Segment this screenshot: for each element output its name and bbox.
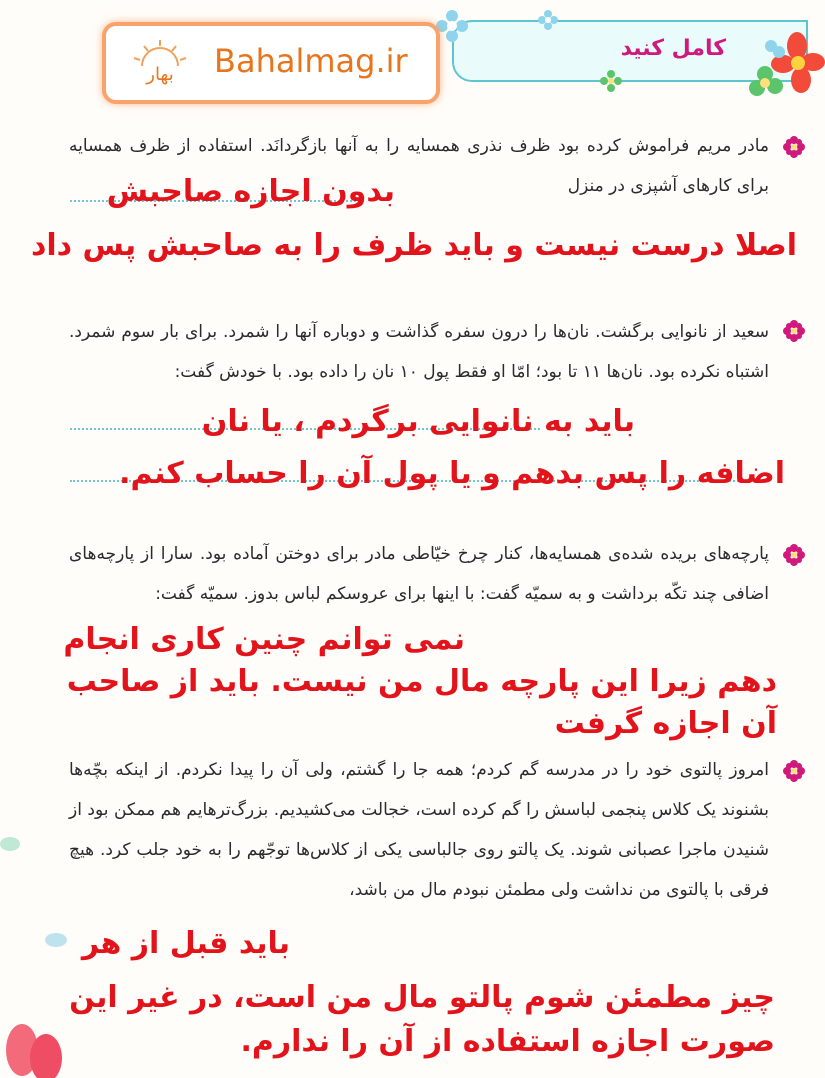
decorative-leaf-icon	[0, 832, 24, 856]
answer-4-line-2: چیز مطمئن شوم پالتو مال من است، در غیر این	[69, 980, 775, 1015]
exercise-1-text: مادر مریم فراموش کرده بود ظرف نذری همسایه را به آنها بازگردانَد. استفاده از ظرف همسایه برای کارهای آشپزی در منزل	[69, 136, 769, 196]
answer-2-line-1: باید به نانوایی برگردم ، یا نان	[201, 404, 635, 439]
answer-2-line-2: اضافه را پس بدهم و یا پول آن را حساب کنم.	[119, 456, 785, 491]
decorative-flower-icon	[600, 70, 622, 92]
decorative-flower-icon	[745, 30, 825, 100]
logo-text: Bahalmag.ir	[214, 42, 408, 80]
flower-bullet-icon	[783, 760, 805, 782]
answer-3-line-3: آن اجازه گرفت	[554, 706, 777, 741]
exercise-4-text: امروز پالتوی خود را در مدرسه گم کردم؛ همه جا را گشتم، ولی آن را پیدا نکردم. از اینکه بچّه‌ها بشنوند یک کلاس پنجمی لباسش را گم کرده است، خجالت می‌کشیدیم. بزرگ‌ترهایم هم ممکن بود از شنیدن ماجرا عصبانی شوند. یک پالتو روی جالباسی یکی از کلاس‌ها توجّهم را به خود جلب کرد. هیچ فرقی با پالتوی من نداشت ولی مطمئن نبودم مال من باشد،	[69, 760, 769, 900]
exercise-2-text: سعید از نانوایی برگشت. نان‌ها را درون سفره گذاشت و دوباره آنها را شمرد. برای بار سوم شمرد. اشتباه نکرده بود. نان‌ها ۱۱ تا بود؛ امّا او فقط پول ۱۰ نان را داده بود. با خودش گفت:	[69, 322, 769, 382]
answer-3-line-2: دهم زیرا این پارچه مال من نیست. باید از صاحب	[66, 664, 777, 699]
answer-1-line-2: اصلا درست نیست و باید ظرف را به صاحبش پس داد	[30, 228, 797, 263]
decorative-flower-icon	[0, 1000, 70, 1078]
answer-4-line-3: صورت اجازه استفاده از آن را ندارم.	[240, 1024, 775, 1059]
section-title: کامل کنید	[620, 36, 726, 61]
decorative-flower-icon	[436, 10, 468, 42]
answer-3-line-1: نمی توانم چنین کاری انجام	[63, 622, 465, 657]
logo-mark-text: بهار	[146, 64, 174, 85]
flower-bullet-icon	[783, 136, 805, 158]
answer-1-line-1: بدون اجازه صاحبش	[106, 174, 395, 209]
flower-bullet-icon	[783, 544, 805, 566]
flower-bullet-icon	[783, 320, 805, 342]
sun-logo-icon	[120, 36, 204, 88]
site-logo[interactable]	[102, 22, 440, 104]
decorative-leaf-icon	[44, 930, 68, 950]
exercise-3-text: پارچه‌های بریده شده‌ی همسایه‌ها، کنار چرخ خیّاطی مادر برای دوختن آماده بود. سارا از پارچه‌های اضافی چند تکّه برداشت و به سمیّه گفت: با اینها برای عروسکم لباس بدوز. سمیّه گفت:	[69, 544, 769, 604]
decorative-flower-icon	[538, 10, 558, 30]
answer-4-line-1: باید قبل از هر	[81, 926, 290, 961]
